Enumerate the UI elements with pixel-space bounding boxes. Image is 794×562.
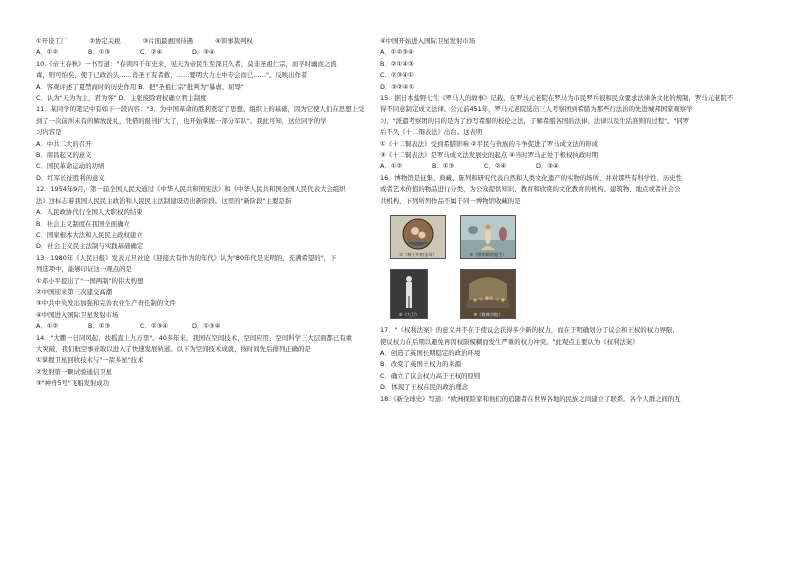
artwork-caption: ①《椅子中的圣母》 — [399, 252, 437, 258]
option[interactable]: C．②④ — [484, 162, 507, 171]
artwork-madonna-della-seggiola — [390, 215, 446, 259]
option[interactable]: B．南昌起义的意义 — [36, 151, 92, 160]
q13-text: 13．1980年《人民日报》发表元旦社论《迎接大有作为的年代》认为"80年代是光明的，充满希望的"，下 — [36, 253, 337, 262]
q16-text: 共机构，下列所列作品不属于同一博物馆收藏的是 — [380, 196, 521, 205]
artwork-caption: ④《雅典学院》 — [473, 312, 503, 318]
option[interactable]: D．社会主义民主法制与实践基础确定 — [36, 242, 144, 251]
option[interactable]: C．确立了议会权力高于王权的原则 — [380, 371, 481, 380]
q13-text: 列选项中，能够印证这一观点的是 — [36, 265, 132, 274]
q11-text: 到了一次前所未有的解放洗礼，凭借的报刊扩大了，也开始掌握一部分军队"。我此可知，这位同学的学 — [36, 116, 327, 125]
artwork-birth-of-venus — [460, 215, 516, 259]
q14-item: ④中国开始进入国际卫星发射市场 — [380, 37, 476, 45]
q9-items — [36, 36, 376, 47]
artwork-caption: ②《维纳斯的诞生》 — [469, 252, 507, 258]
option[interactable]: D．①③④ — [192, 322, 221, 331]
option[interactable]: C．②③④① — [380, 71, 414, 80]
option[interactable]: C．国家根本大法和人民民主政权建立 — [36, 230, 143, 239]
option[interactable]: B．①③ — [432, 162, 455, 171]
option[interactable]: B．①③ — [88, 48, 111, 57]
q16-text: 或者艺术价值的物品进行分类，为公众提供知识、教育和欣赏的文化教育的机构、建筑物、地点或者社会公 — [380, 185, 681, 194]
option[interactable]: A．①② — [380, 162, 403, 171]
option[interactable]: A．创造了英国长期稳定的政治环境 — [380, 348, 481, 357]
artwork-school-of-athens — [460, 269, 516, 319]
left-column — [36, 36, 376, 390]
option[interactable]: A．①②③④ — [380, 48, 414, 57]
q14-item: ①掌握卫星回收技术与"一箭多星"技术 — [36, 356, 144, 365]
q10-text: 10.《帝王春秋》一书写道："春读四千年史来，见天为帝民生至深且久者，莫非圣祖仁宗，而孚时幽而之流 — [36, 59, 337, 68]
q11-text: 习内容是 — [36, 128, 62, 137]
right-column — [380, 36, 780, 405]
option[interactable]: A．人民政协代行全国人大职权的结束 — [36, 208, 143, 217]
q18-text: 18.《新全球史》写道："欧洲探险家和他们的追随者在世界各地的民族之间建立了联系。各个人群之间的互 — [380, 394, 681, 403]
q14-item: ②发射第一颗试验通信卫星 — [36, 367, 113, 376]
q10-option-row[interactable]: A．客观评述了夏禁商时的历史作用 B．把"圣祖仁宗"批判为"暴虐、屈辱" — [36, 82, 244, 91]
q13-item: ④中国进入国际卫星发射市场 — [36, 310, 119, 319]
q9-options — [36, 47, 376, 58]
option[interactable]: C．国民革命运动的功绩 — [36, 162, 105, 171]
q15-item: ③《十二铜表法》是罗马成文法发展史的起点 ④当时罗马正处于极权执政时期 — [380, 151, 598, 160]
q13-item: ③中共中央发出加强和完善农业生产责任制的文件 — [36, 299, 176, 308]
option[interactable]: D．体现了王权在民的政治理念 — [380, 383, 468, 392]
q15-text: 后不久《十二铜表法》出台。这表明 — [380, 128, 483, 137]
option[interactable]: C．②④ — [140, 48, 163, 57]
q14-text: 大突破，我们航空事业取以进入了快速发展轨道。以下为空间技术成就，按时间先后排列正确的是 — [36, 344, 311, 353]
q13-item: ①邓小平提出了"一国两制"的伟大构想 — [36, 276, 144, 285]
q16-artwork-figure — [380, 213, 780, 321]
option[interactable]: D．红军长征胜利的意义 — [36, 173, 105, 182]
artwork-david — [390, 269, 428, 319]
q13-item: ②中国迎来第三次建交高潮 — [36, 287, 113, 296]
option[interactable]: A．①② — [36, 48, 59, 57]
option[interactable]: A．①② — [36, 322, 59, 331]
q11-text: 11．某同学的笔记中有如下一段内容："3．为中国革命的胜利奠定了思想、组织上的基础，因为它使人们在思想上受 — [36, 105, 365, 114]
q15-text: 习，"派遣考察团的目的是为了抄写希腊的校伦之法，了解希腊各国的法律、法律以及生活准则的过程"。"同罗 — [380, 116, 690, 125]
q16-text: 16．博物馆是征集、典藏、陈列和研究代表自然和人类文化遗产的实物的场所，并对那些有科学性、历史性 — [380, 173, 683, 182]
option[interactable]: D．③④ — [192, 48, 215, 57]
q15-text: 得不同意制定成文法律。公元前451年，罗马元老院选出三人考察团到希腊为那些行法治的先进城邦国家观察学 — [380, 105, 693, 114]
q9-item: ②协定关税 — [89, 37, 121, 45]
option[interactable]: B．社会主义制度在我国全面确立 — [36, 219, 130, 228]
q15-item: ①《十二铜表法》受到希腊影响 ②平民与贵族的斗争促进了罗马成文法的形成 — [380, 139, 598, 148]
q15-options — [380, 161, 780, 172]
q10-text: 毒，则可怕矣，使于已政治头……兽圣王有者救，……要明大力士中专会而已……"。反映出作者 — [36, 71, 308, 80]
q14-text: 14．"大鹏一日同风起，扶摇直上九万里"。40多年来，我国在空间技术、空间应用、空间科学三大层面都已有重 — [36, 333, 353, 342]
q9-item: ④领事裁判权 — [215, 37, 253, 45]
option[interactable]: D．③②④① — [380, 82, 415, 91]
q15-text: 15．据日本盐野七生《罗马人的故事》记载，在罗马元老院在罗马为市民罗兵很和民众要求法律条文化的规制，罗马元老院不 — [380, 94, 734, 103]
option[interactable]: B．②①④③ — [380, 59, 414, 68]
option[interactable]: B．①③ — [88, 322, 111, 331]
q14-item: ③"神舟5号"飞船发射成功 — [36, 379, 110, 388]
artwork-caption: ③《大卫》 — [398, 312, 420, 318]
q12-text: 12．1954年9月，第一届全国人民大通过《中华人民共和国宪法》和《中华人民共和国全国人民代表大会组织 — [36, 185, 346, 194]
option[interactable]: C．②③④ — [140, 322, 169, 331]
q9-item: ③片面最惠国待遇 — [142, 37, 194, 45]
q13-options — [36, 321, 376, 332]
david-image — [391, 270, 427, 318]
q17-text: 17．"《权利法案》的意义并不在于使议会获得多少新的权力，而在于明确划分了议会和王权的权力界限， — [380, 326, 679, 335]
option[interactable]: D．③④ — [536, 162, 559, 171]
q12-text: 法》这标志着我国人民民主政治和人民民主法制建设迈出新阶段。这里的"新阶段"主要是指 — [36, 196, 292, 205]
option[interactable]: A．中共二大的召开 — [36, 139, 92, 148]
q17-text: 使议权力在后期以避免再因权限模糊而发生严重的权力冲突。"此观点主要认为《权利法案》 — [380, 337, 639, 346]
q9-item: ①开设工厂 — [36, 37, 68, 45]
athens-image — [461, 270, 515, 318]
q10-option-row[interactable]: C．认为"天为为主，君为客" D．主张废除君权确立君主制度 — [36, 94, 207, 103]
option[interactable]: B．改变了英国王权力的来源 — [380, 360, 462, 369]
